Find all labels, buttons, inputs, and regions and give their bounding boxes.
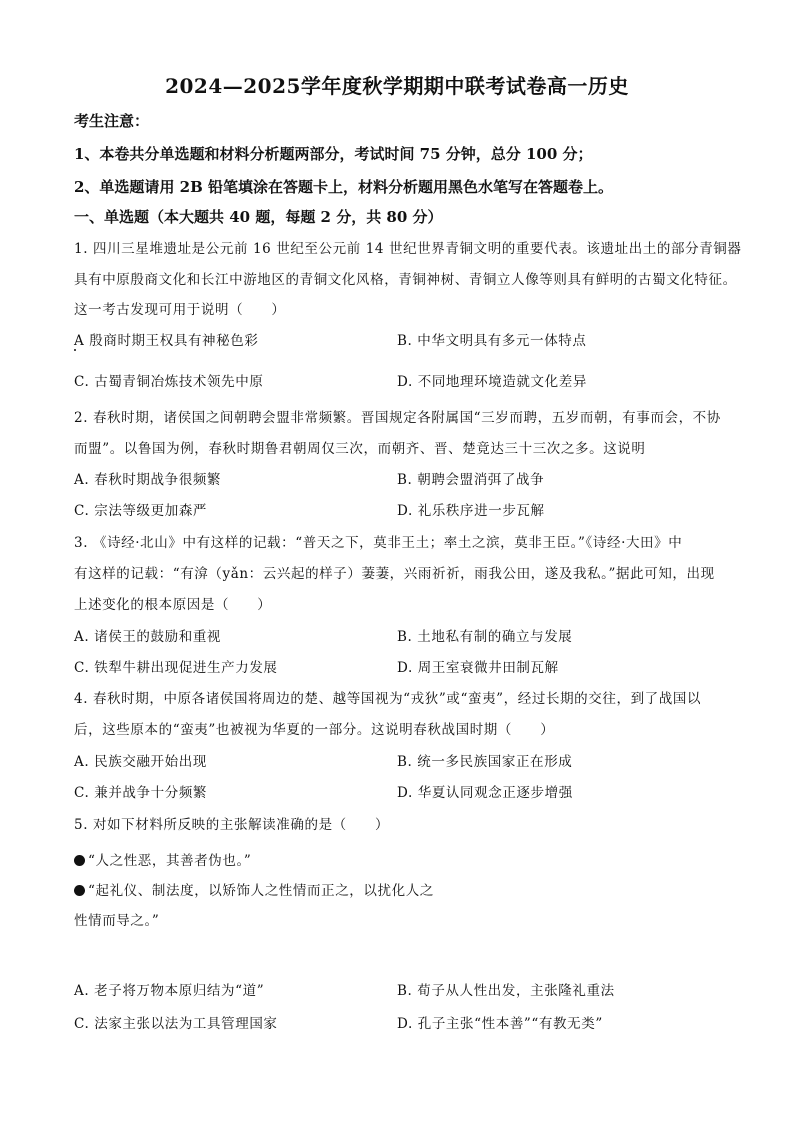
notice-heading: 考生注意： [74,112,150,130]
question-5-material-1: “人之性恶，其善者伪也。” [74,849,251,869]
bullet-icon [74,885,85,896]
question-4-option-c: C. 兼并战争十分频繁 [74,785,208,801]
notice-item-2: 2、单选题请用 2B 铅笔填涂在答题卡上，材料分析题用黑色水笔写在答题卷上。 [74,178,614,196]
question-1-option-c: C. 古蜀青铜冶炼技术领先中原 [74,374,264,390]
question-3-option-a: A. 诸侯王的鼓励和重视 [74,629,222,645]
question-5-material-2: “起礼仪、制法度，以矫饰人之性情而正之，以扰化人之 [74,879,434,899]
question-3-line-1: 3. 《诗经·北山》中有这样的记载：“普天之下，莫非王土；率土之滨，莫非王臣。”《诗经·大田》中 [74,535,683,551]
question-5-option-a: A. 老子将万物本原归结为“道” [74,983,265,999]
question-5-material-2-cont: 性情而导之。” [74,913,160,929]
question-4-option-a: A. 民族交融开始出现 [74,754,207,770]
notice-item-1: 1、本卷共分单选题和材料分析题两部分，考试时间 75 分钟，总分 100 分； [74,145,593,163]
question-4-line-2: 后，这些原本的“蛮夷”也被视为华夏的一部分。这说明春秋战国时期（ ） [74,722,555,738]
question-1-line-2: 具有中原殷商文化和长江中游地区的青铜文化风格，青铜神树、青铜立人像等则具有鲜明的古蜀文化特征。 [74,272,737,288]
question-4-option-b: B. 统一多民族国家正在形成 [397,754,573,770]
question-4-line-1: 4. 春秋时期，中原各诸侯国将周边的楚、越等国视为“戎狄”或“蛮夷”，经过长期的交往，到了战国以 [74,691,702,707]
question-1-option-a: A 殷商时期王权具有神秘色彩 [74,333,259,349]
exam-title: 2024—2025学年度秋学期期中联考试卷高一历史 [165,74,629,98]
decorative-dot [74,349,76,351]
section-heading-single-choice: 一、单选题（本大题共 40 题，每题 2 分，共 80 分） [74,208,443,226]
question-4-option-d: D. 华夏认同观念正逐步增强 [397,785,573,801]
question-5-option-c: C. 法家主张以法为工具管理国家 [74,1016,278,1032]
question-3-option-c: C. 铁犁牛耕出现促进生产力发展 [74,660,278,676]
question-1-line-1: 1. 四川三星堆遗址是公元前 16 世纪至公元前 14 世纪世界青铜文明的重要代表。该遗址出土的部分青铜器 [74,241,742,257]
question-3-option-d: D. 周王室衰微井田制瓦解 [397,660,559,676]
bullet-icon [74,855,85,866]
question-2-option-c: C. 宗法等级更加森严 [74,503,208,519]
question-2-option-b: B. 朝聘会盟消弭了战争 [397,472,545,488]
question-2-line-2: 而盟”。以鲁国为例，春秋时期鲁君朝周仅三次，而朝齐、晋、楚竟达三十三次之多。这说明 [74,441,646,457]
question-3-line-2: 有这样的记载：“有渰（yǎn：云兴起的样子）萋萋，兴雨祈祈，雨我公田，遂及我私。”据此可知，出现 [74,566,715,582]
question-2-option-d: D. 礼乐秩序进一步瓦解 [397,503,545,519]
question-1-option-b: B. 中华文明具有多元一体特点 [397,333,587,349]
question-5-line-1: 5. 对如下材料所反映的主张解读准确的是（ ） [74,817,390,833]
question-5-option-b: B. 荀子从人性出发，主张隆礼重法 [397,983,615,999]
question-3-line-3: 上述变化的根本原因是（ ） [74,597,272,613]
question-2-line-1: 2. 春秋时期，诸侯国之间朝聘会盟非常频繁。晋国规定各附属国“三岁而聘，五岁而朝，有事而会，不协 [74,410,721,426]
question-2-option-a: A. 春秋时期战争很频繁 [74,472,222,488]
question-3-option-b: B. 土地私有制的确立与发展 [397,629,573,645]
question-5-option-d: D. 孔子主张“性本善”“有教无类” [397,1016,603,1032]
question-1-option-d: D. 不同地理环境造就文化差异 [397,374,587,390]
question-1-line-3: 这一考古发现可用于说明（ ） [74,302,286,318]
